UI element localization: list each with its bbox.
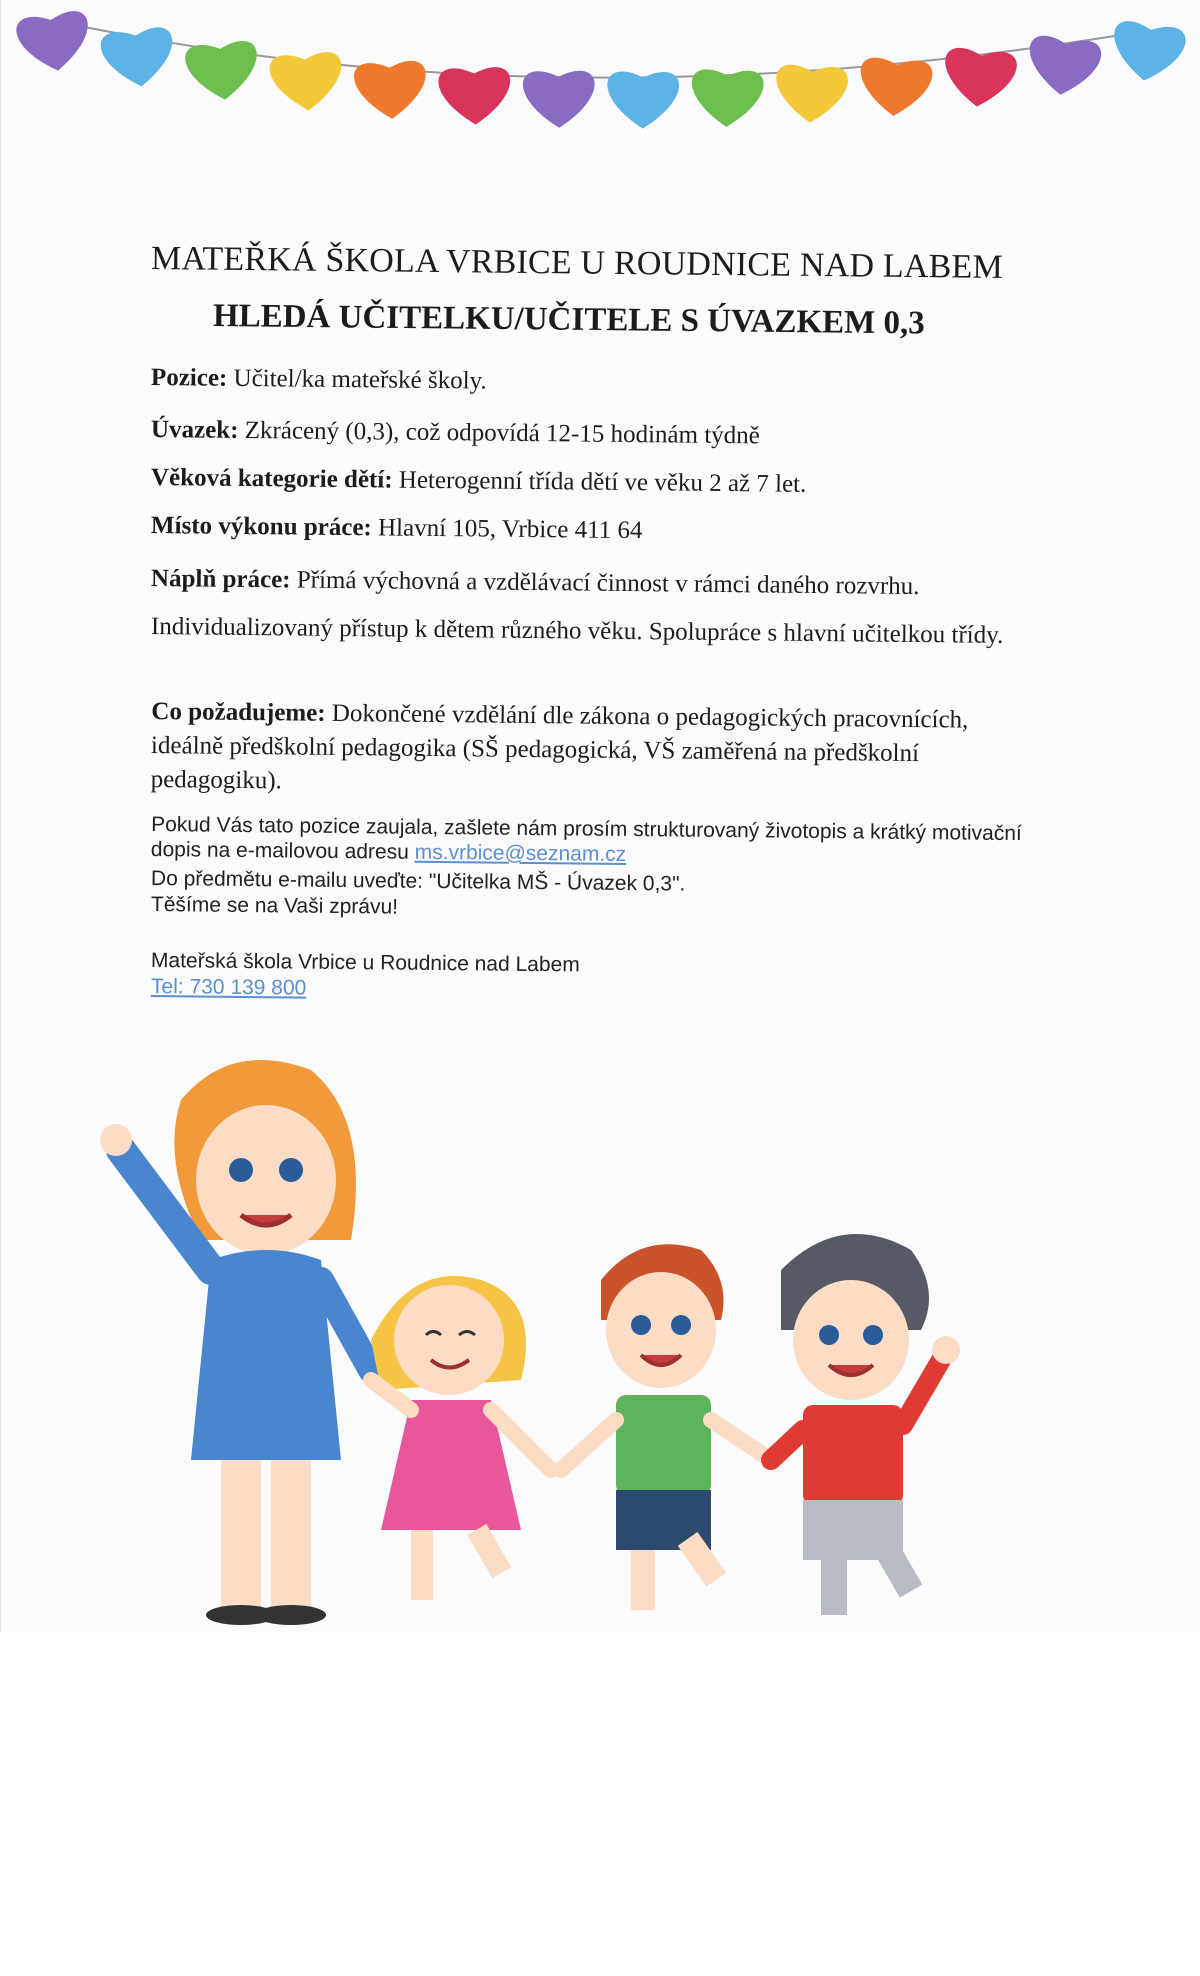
bunting-heart-icon	[99, 26, 177, 91]
detail-co-pozadujeme	[150, 695, 1031, 806]
email-link[interactable]: ms.vrbice@seznam.cz	[414, 840, 627, 866]
detail-napln-prace	[151, 563, 1051, 604]
girl-figure	[371, 1276, 551, 1600]
teacher-with-children-illustration	[81, 1040, 1161, 1630]
closing-line: Těšíme se na Vaši zprávu!	[150, 893, 399, 919]
boy-figure-red	[771, 1234, 960, 1615]
detail-value: Učitel/ka mateřské školy.	[233, 364, 487, 395]
job-headline: HLEDÁ UČITELKU/UČITELE S ÚVAZKEM 0,3	[212, 298, 925, 342]
bunting-heart-icon	[774, 64, 849, 125]
detail-label: Co požadujeme:	[151, 698, 326, 727]
phone-number[interactable]: Tel: 730 139 800	[150, 975, 307, 1000]
bunting-heart-icon	[941, 47, 1018, 110]
bunting-heart-icon	[15, 9, 94, 75]
detail-uvazek	[151, 414, 1051, 455]
detail-label: Náplň práce:	[150, 565, 291, 594]
bunting-heart-icon	[1108, 19, 1187, 85]
detail-label: Pozice:	[150, 364, 228, 392]
detail-value: Heterogenní třída dětí ve věku 2 až 7 let.	[398, 466, 807, 498]
detail-value: Přímá výchovná a vzdělávací činnost v rámci daného rozvrhu.	[296, 566, 920, 601]
contact-intro-text: Pokud Vás tato pozice zaujala, zašlete nám prosím strukturovaný životopis a krátký motivační dopis na e-mailovou adresu	[150, 813, 1022, 864]
detail-misto-vykonu	[151, 510, 1051, 551]
bunting-heart-icon	[858, 56, 934, 118]
boy-figure-green	[561, 1244, 771, 1610]
detail-value: Zkrácený (0,3), což odpovídá 12-15 hodinám týdně	[244, 416, 760, 450]
subject-instruction: Do předmětu e-mailu uveďte: "Učitelka MŠ - Úvazek 0,3".	[150, 867, 686, 896]
bunting-heart-icon	[269, 51, 345, 113]
bunting-heart-icon	[184, 40, 261, 103]
signature: Mateřská škola Vrbice u Roudnice nad Labem	[150, 949, 580, 977]
bunting-heart-icon	[1025, 34, 1103, 99]
bunting-heart-icon	[353, 60, 428, 121]
detail-label: Místo výkonu práce:	[150, 512, 372, 542]
detail-pozice	[151, 362, 1051, 403]
bunting-heart-icon	[523, 71, 595, 129]
napln-continuation: Individualizovaný přístup k dětem různého věku. Spolupráce s hlavní učitelkou třídy.	[150, 613, 1004, 649]
bunting-heart-icon	[607, 71, 679, 129]
detail-label: Věková kategorie dětí:	[150, 464, 393, 494]
heart-bunting	[1, 0, 1200, 200]
school-title: MATEŘKÁ ŠKOLA VRBICE U ROUDNICE NAD LABEM	[150, 240, 1004, 286]
detail-label: Úvazek:	[150, 416, 239, 444]
teacher-figure	[100, 1060, 371, 1625]
bunting-heart-icon	[438, 67, 512, 126]
detail-value: Hlavní 105, Vrbice 411 64	[377, 514, 643, 545]
detail-vekova-kategorie	[151, 462, 1051, 503]
bunting-heart-icon	[690, 69, 764, 128]
contact-intro	[151, 812, 1051, 871]
detail-value: Dokončené vzdělání dle zákona o pedagogických pracovnících, ideálně předškolní pedagogika (SŠ pedagogická, VŠ zaměřená na předškolní pedagogiku).	[150, 699, 969, 795]
